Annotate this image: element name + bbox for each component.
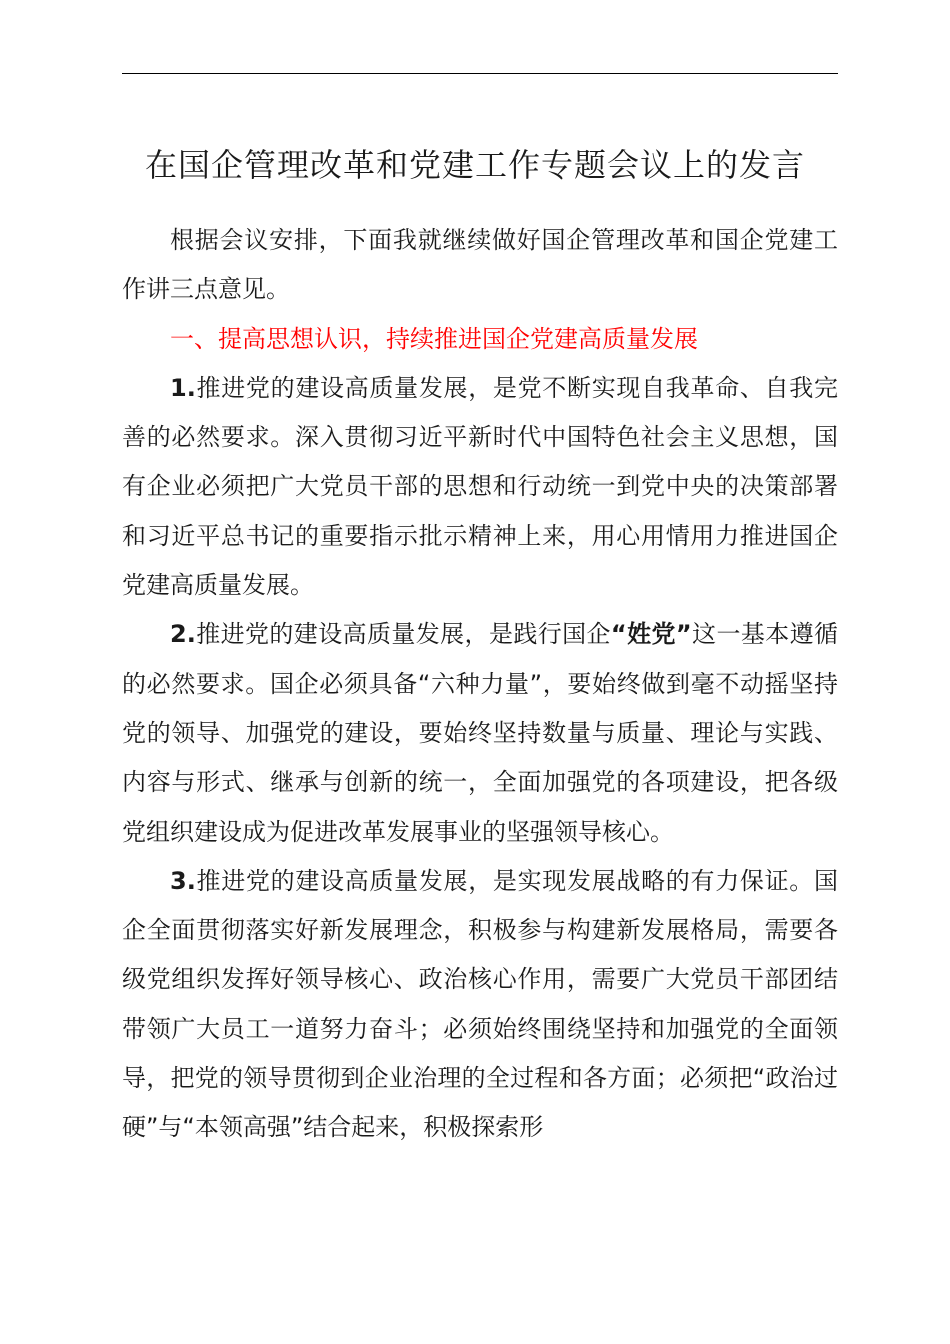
point-2-bold-quote: “姓党” [610,620,692,649]
point-2-text-b: 这一基本遵循的必然要求。国企必须具备“六种力量”，要始终做到毫不动摇坚持党的领导、加强党的建设，要始终坚持数量与质量、理论与实践、内容与形式、继承与创新的统一，全面加强党的各项建设，把各级党组织建设成为促进改革发展事业的坚强领导核心。 [122,620,839,846]
point-1-paragraph [122,364,838,610]
document-body [122,216,838,1153]
point-2-number: 2. [170,620,196,649]
header-rule [122,73,838,74]
point-3-number: 3. [170,866,196,895]
intro-paragraph: 根据会议安排，下面我就继续做好国企管理改革和国企党建工作讲三点意见。 [122,226,838,304]
point-1-text: 推进党的建设高质量发展，是党不断实现自我革命、自我完善的必然要求。深入贯彻习近平新时代中国特色社会主义思想，国有企业必须把广大党员干部的思想和行动统一到党中央的决策部署和习近平总书记的重要指示批示精神上来，用心用情用力推进国企党建高质量发展。 [122,373,838,600]
point-2-text-a: 推进党的建设高质量发展，是践行国企 [195,620,611,649]
point-1-number: 1. [170,373,196,402]
section-heading: 一、提高思想认识，持续推进国企党建高质量发展 [170,324,698,353]
point-2-paragraph [122,610,838,856]
point-3-text: 推进党的建设高质量发展，是实现发展战略的有力保证。国企全面贯彻落实好新发展理念，积极参与构建新发展格局，需要各级党组织发挥好领导核心、政治核心作用，需要广大党员干部团结带领广大员工一道努力奋斗；必须始终围绕坚持和加强党的全面领导，把党的领导贯彻到企业治理的全过程和各方面；必须把“政治过硬”与“本领高强”结合起来，积极探索形 [122,866,838,1142]
document-title: 在国企管理改革和党建工作专题会议上的发言 [144,146,805,184]
point-3-paragraph [122,857,838,1153]
